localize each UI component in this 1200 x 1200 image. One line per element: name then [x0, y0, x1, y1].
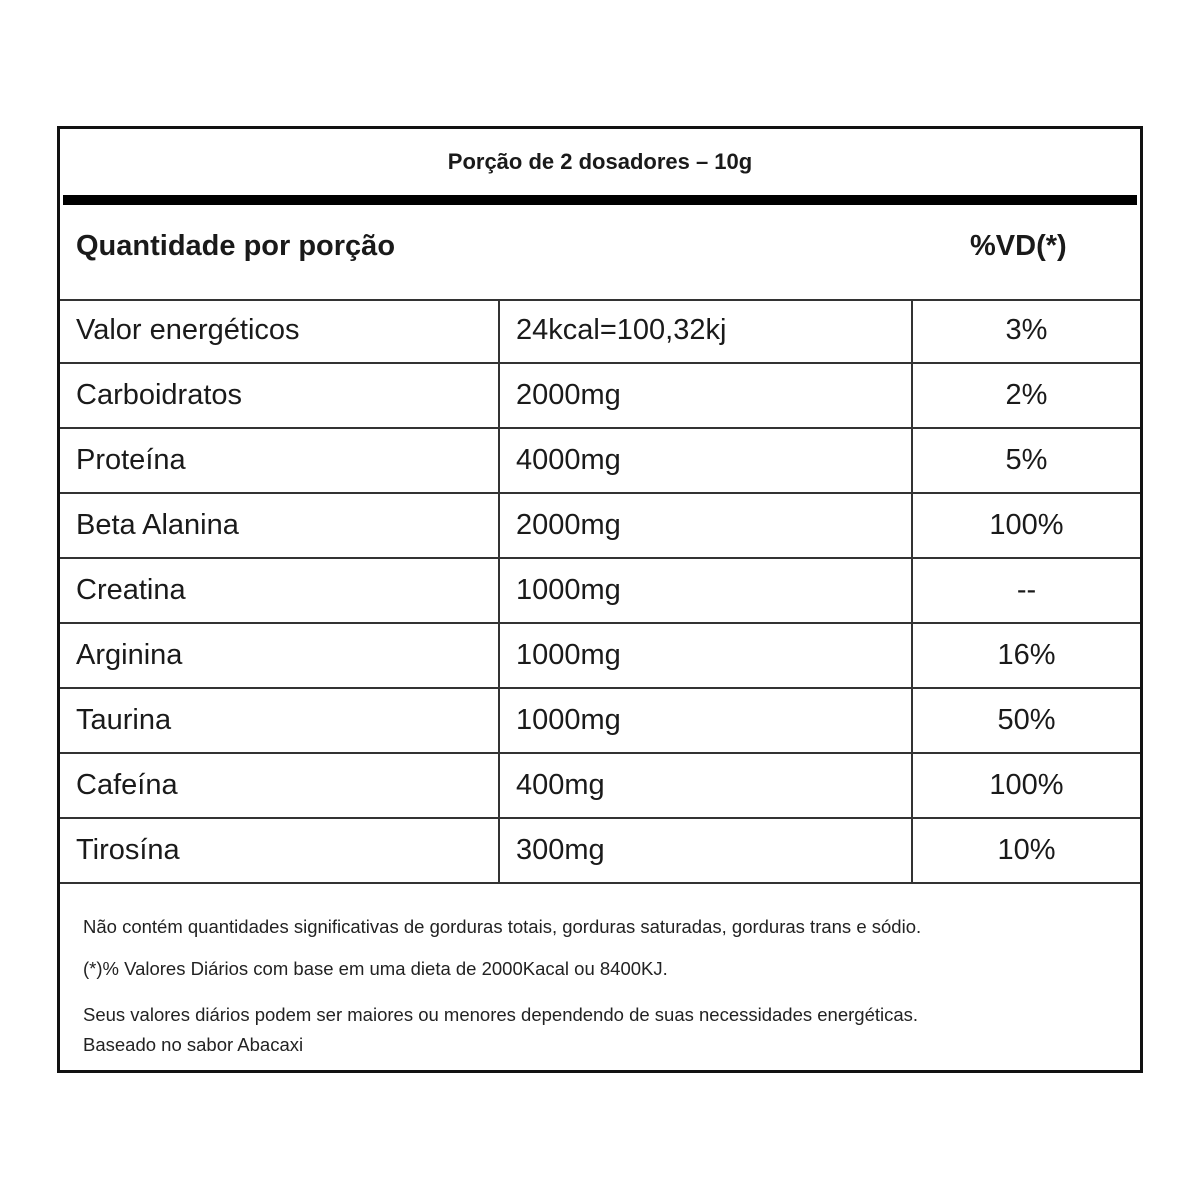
nutrient-name: Beta Alanina: [60, 494, 500, 557]
nutrient-dv: 16%: [997, 639, 1056, 671]
nutrient-amount: 2000mg: [500, 494, 913, 557]
footnote-fats: Não contém quantidades significativas de gorduras totais, gorduras saturadas, gorduras trans e sódio.: [83, 916, 922, 937]
nutrient-name: Proteína: [60, 429, 500, 492]
thick-divider: [63, 195, 1137, 205]
nutrient-name: Valor energéticos: [60, 299, 500, 362]
table-row: [60, 624, 1140, 689]
nutrient-name: Taurina: [60, 689, 500, 752]
table-row: [60, 299, 1140, 364]
nutrient-amount: 1000mg: [500, 689, 913, 752]
table-row: [60, 754, 1140, 819]
nutrient-dv: 5%: [1005, 444, 1048, 476]
nutrition-facts-table: [57, 126, 1143, 1073]
table-row: [60, 559, 1140, 624]
table-row: [60, 494, 1140, 559]
nutrient-amount: 300mg: [500, 819, 913, 882]
footnotes: [83, 911, 921, 1060]
nutrient-amount: 1000mg: [500, 624, 913, 687]
nutrient-name: Carboidratos: [60, 364, 500, 427]
table-row: [60, 819, 1140, 884]
quantity-header: Quantidade por porção: [76, 230, 396, 262]
table-row: [60, 364, 1140, 429]
nutrient-dv: 50%: [997, 704, 1056, 736]
serving-size: Porção de 2 dosadores – 10g: [447, 149, 753, 174]
table-header: [60, 205, 1140, 301]
nutrient-dv: 3%: [1005, 314, 1048, 346]
footnote-flavor: Baseado no sabor Abacaxi: [83, 1034, 304, 1055]
nutrient-name: Arginina: [60, 624, 500, 687]
nutrient-amount: 4000mg: [500, 429, 913, 492]
nutrient-name: Cafeína: [60, 754, 500, 817]
nutrient-dv: 100%: [989, 509, 1064, 541]
dv-header: %VD(*): [970, 230, 1067, 262]
footnote-daily-values: (*)% Valores Diários com base em uma dieta de 2000Kacal ou 8400KJ.: [83, 958, 668, 979]
nutrient-dv: 10%: [997, 834, 1056, 866]
nutrient-amount: 24kcal=100,32kj: [500, 299, 913, 362]
nutrient-amount: 2000mg: [500, 364, 913, 427]
nutrient-name: Creatina: [60, 559, 500, 622]
footnote-energy-needs: Seus valores diários podem ser maiores ou menores dependendo de suas necessidades energéticas.: [83, 1004, 919, 1025]
nutrient-dv: 100%: [989, 769, 1064, 801]
nutrient-amount: 1000mg: [500, 559, 913, 622]
table-row: [60, 429, 1140, 494]
nutrient-name: Tirosína: [60, 819, 500, 882]
nutrient-dv: 2%: [1005, 379, 1048, 411]
nutrient-rows: [60, 299, 1140, 884]
nutrient-dv: --: [1016, 574, 1037, 606]
table-row: [60, 689, 1140, 754]
nutrient-amount: 400mg: [500, 754, 913, 817]
